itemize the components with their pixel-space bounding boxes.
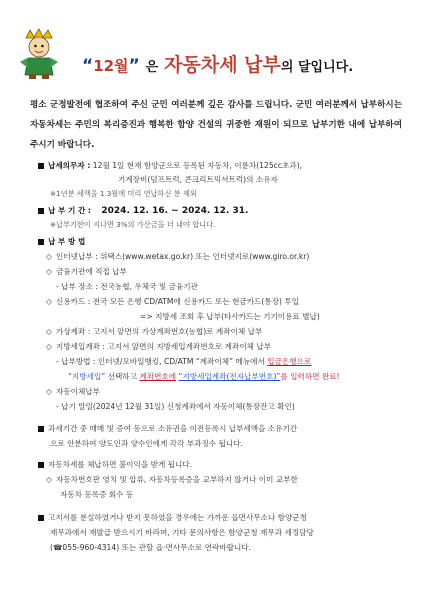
intro-paragraph: 평소 군정발전에 협조하여 주신 군민 여러분께 깊은 감사를 드립니다. 군민 여러분께서 납부하시는 자동차세는 주민의 복리증진과 행복한 함양 건설의 귀중한 재원이 되므로 납부기한 내에 납부하여 주시기 바랍니다. bbox=[30, 100, 402, 150]
diamond-bullet-icon: ◇ bbox=[46, 297, 52, 306]
delinquency-sub: ◇ 자동차번호판 영치 및 압류, 자동차등록증을 교부하지 않거나 이미 교부한 bbox=[46, 475, 298, 484]
period-note: ※납부기한이 지나면 3%의 가산금을 더 내야 합니다. bbox=[50, 220, 216, 229]
taxpayer-row-2: 기계장비(덤프트럭, 콘크리트믹서트럭)의 소유자 bbox=[118, 175, 278, 184]
square-bullet-icon bbox=[38, 426, 44, 432]
diamond-bullet-icon: ◇ bbox=[46, 342, 52, 351]
reissue-row-2: 재무과에서 재발급 받으시기 바라며, 기타 문의사항은 함양군청 재무과 세정담당 bbox=[50, 528, 314, 537]
method-card: ◇ 신용카드 : 전국 모든 은행 CD/ATM에 신용카드 또는 현금카드(통장) 투입 bbox=[46, 297, 300, 306]
diamond-bullet-icon: ◇ bbox=[46, 252, 52, 261]
method-local-tax-account: ◇ 지방세입계좌 : 고지서 앞면의 지방세입계좌번호로 계좌이체 납부 bbox=[46, 342, 272, 351]
mascot-illustration bbox=[18, 28, 60, 80]
method-bank-sub: - 납부 장소 : 전국농협, 우체국 및 금융기관 bbox=[56, 282, 198, 291]
method-local-tax-sub2: “지방세입” 선택하고 계좌번호에 “지방세입계좌(전자납부번호)”를 입력하면 완료! bbox=[68, 372, 340, 381]
method-auto-transfer-sub: - 납기 말일(2024년 12월 31일) 신청계좌에서 자동이체(통장잔고 확인) bbox=[56, 402, 295, 411]
square-bullet-icon bbox=[38, 462, 44, 468]
taxpayer-note: ※1년분 세액을 1.3월에 미리 연납하신 분 제외 bbox=[50, 189, 197, 198]
square-bullet-icon bbox=[38, 515, 44, 521]
square-bullet-icon bbox=[38, 163, 44, 169]
method-auto-transfer: ◇ 자동이체납부 bbox=[46, 387, 101, 396]
square-bullet-icon bbox=[38, 208, 44, 214]
transfer-row: 과세기간 중 매매 및 증여 등으로 소유권을 이전등록시 납부세액을 소유기간 bbox=[38, 423, 297, 434]
method-local-tax-sub: - 납부방법 : 인터넷/모바일뱅킹, CD/ATM “계좌이체” 메뉴에서 입금은행으로 bbox=[56, 357, 312, 366]
diamond-bullet-icon: ◇ bbox=[46, 327, 52, 336]
diamond-bullet-icon: ◇ bbox=[46, 387, 52, 396]
diamond-bullet-icon: ◇ bbox=[46, 475, 52, 484]
reissue-row-3: (☎055-960-4314) 또는 관할 읍·면사무소로 연락바랍니다. bbox=[50, 543, 252, 552]
transfer-row-2: 으로 안분하여 양도인과 양수인에게 각각 부과징수 됩니다. bbox=[50, 439, 243, 448]
period-row: 납 부 기 간 : 2024. 12. 16. ~ 2024. 12. 31. bbox=[38, 205, 248, 217]
method-card-sub: => 지방세 조회 후 납부(타사카드는 기기이용료 별납) bbox=[140, 312, 320, 321]
method-virtual-account: ◇ 가상계좌 : 고지서 앞면의 가상계좌번호(농협)로 계좌이체 납부 bbox=[46, 327, 263, 336]
page-title: “12월” 은 자동차세 납부의 달입니다. bbox=[82, 54, 354, 76]
method-internet: ◇ 인터넷납부 : 위택스(www.wetax.go.kr) 또는 인터넷지로(www.giro.or.kr) bbox=[46, 252, 310, 261]
delinquency-row: 자동차세를 체납하면 불이익을 받게 됩니다. bbox=[38, 459, 192, 470]
reissue-row: 고지서를 분실하였거나 받지 못하였을 경우에는 가까운 읍면사무소나 함양군청 bbox=[38, 512, 307, 523]
method-bank: ◇ 금융기관에 직접 납부 bbox=[46, 267, 127, 276]
diamond-bullet-icon: ◇ bbox=[46, 267, 52, 276]
taxpayer-row: 납세의무자 : 12월 1일 현재 함양군으로 등록된 자동차, 이륜차(125cc초과), bbox=[38, 160, 302, 171]
square-bullet-icon bbox=[38, 239, 44, 245]
method-heading: 납 부 방 법 bbox=[38, 236, 85, 247]
delinquency-sub-2: 자동차 등록증 회수 등 bbox=[60, 490, 134, 499]
